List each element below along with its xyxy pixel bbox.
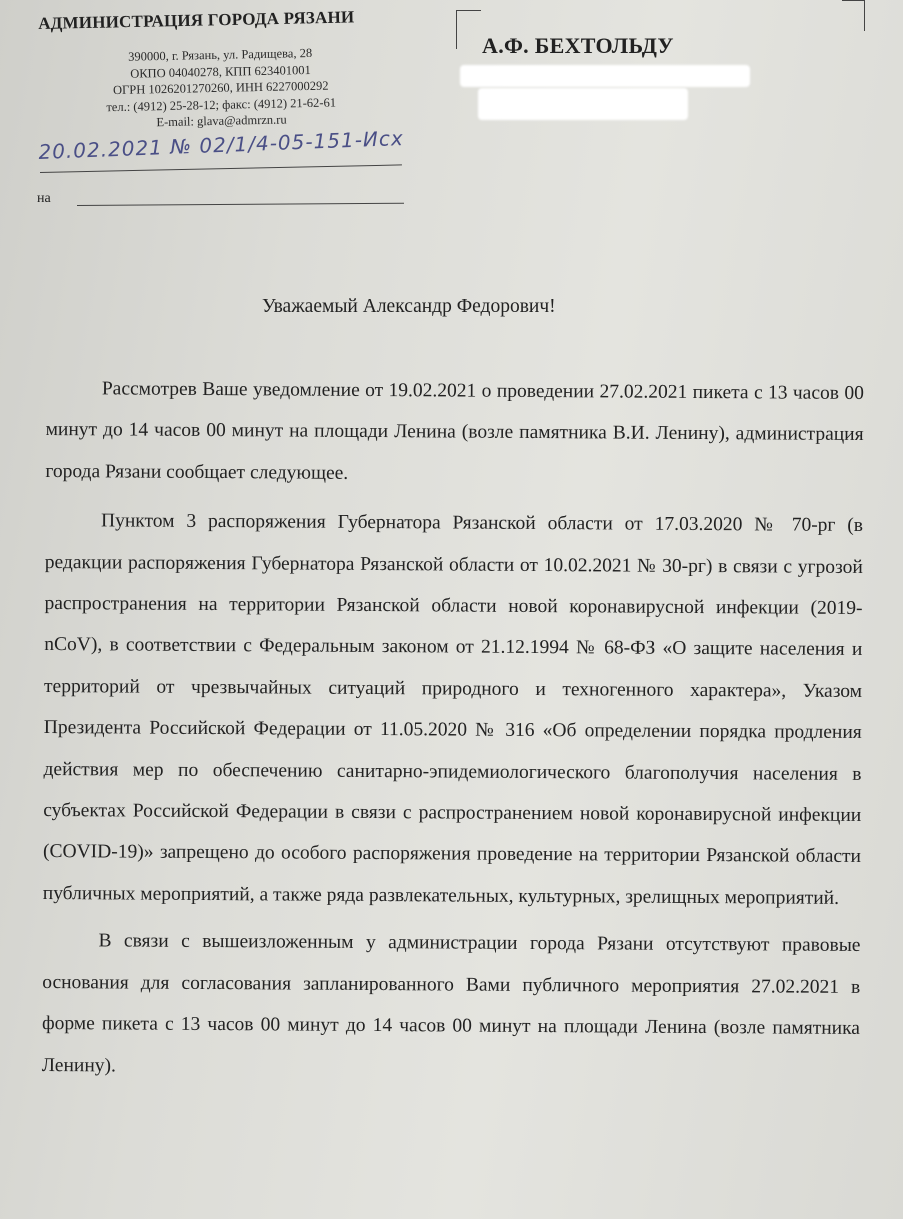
redaction-block bbox=[460, 65, 750, 87]
address-corner-mark-right bbox=[842, 0, 865, 31]
org-email: E-mail: glava@admrzn.ru bbox=[156, 112, 287, 130]
reply-to-label: на bbox=[37, 191, 51, 206]
registration-underline bbox=[40, 164, 402, 173]
body-paragraph: Рассмотрев Ваше уведомление от 19.02.2021 о проведении 27.02.2021 пикета с 13 часов 00 минут до 14 часов 00 минут на площади Ленина (возле памятника В.И. Ленину), администрация города Рязани сообщает следующее. bbox=[45, 378, 864, 484]
redaction-block bbox=[478, 88, 688, 120]
letter-body bbox=[42, 368, 864, 1097]
address-corner-mark-left bbox=[456, 10, 481, 49]
organization-name: АДМИНИСТРАЦИЯ ГОРОДА РЯЗАНИ bbox=[38, 7, 355, 33]
body-paragraph: Пунктом 3 распоряжения Губернатора Рязанской области от 17.03.2020 № 70-рг (в редакции распоряжения Губернатора Рязанской области от 10.02.2021 № 30-рг) в связи с угрозой распространения на территории Рязанской области новой коронавирусной инфекции (2019-nCoV), в соответствии с Федеральным законом от 21.12.1994 № 68-ФЗ «О защите населения и территорий от чрезвычайных ситуаций природного и техногенного характера», Указом Президента Российской Федерации от 11.05.2020 № 316 «Об определении порядка продления действия мер по обеспечению санитарно-эпидемиологического благополучия населения в субъектах Российской Федерации в связи с распространением новой коронавирусной инфекции (COVID-19)» запрещено до особого распоряжения проведение на территории Рязанской области публичных мероприятий, а также ряда развлекательных, культурных, зрелищных мероприятий. bbox=[42, 510, 864, 909]
recipient-name: А.Ф. БЕХТОЛЬДУ bbox=[482, 33, 674, 58]
organization-details bbox=[70, 44, 372, 133]
registration-number: 20.02.2021 № 02/1/4-05-151-Исх bbox=[38, 125, 405, 164]
org-address: 390000, г. Рязань, ул. Радищева, 28 bbox=[127, 45, 313, 64]
reply-to-line bbox=[77, 203, 404, 206]
org-ogrn: ОГРН 1026201270260, ИНН 6227000292 bbox=[112, 78, 329, 98]
salutation: Уважаемый Александр Федорович! bbox=[262, 296, 556, 317]
org-phones: тел.: (4912) 25-28-12; факс: (4912) 21-62-61 bbox=[106, 94, 337, 114]
org-okpo: ОКПО 04040278, КПП 623401001 bbox=[130, 62, 311, 81]
body-paragraph: В связи с вышеизложенным у администрации города Рязани отсутствуют правовые основания для согласования запланированного Вами публичного мероприятия 27.02.2021 в форме пикета с 13 часов 00 минут до 14 часов 00 минут на площади Ленина (возле памятника Ленину). bbox=[41, 930, 861, 1076]
